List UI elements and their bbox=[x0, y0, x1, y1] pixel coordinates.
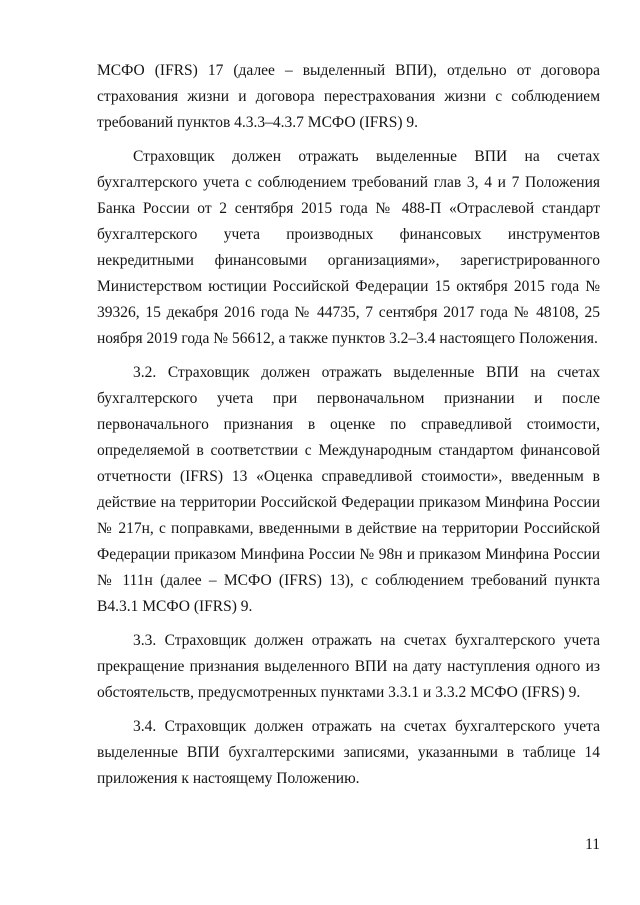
paragraph-continuation: МСФО (IFRS) 17 (далее – выделенный ВПИ), отдельно от договора страхования жизни и договора перестрахования жизни с соблюдением требований пунктов 4.3.3–4.3.7 МСФО (IFRS) 9. bbox=[97, 62, 600, 131]
paragraph-3-3: 3.3. Страховщик должен отражать на счетах бухгалтерского учета прекращение признания выделенного ВПИ на дату наступления одного из обстоятельств, предусмотренных пунктами 3.3.1 и 3.3.2 МСФО (IFRS) 9. bbox=[97, 632, 600, 701]
document-body bbox=[97, 58, 600, 800]
paragraph-3-4: 3.4. Страховщик должен отражать на счетах бухгалтерского учета выделенные ВПИ бухгалтерскими записями, указанными в таблице 14 приложения к настоящему Положению. bbox=[97, 718, 600, 787]
page-number: 11 bbox=[585, 836, 600, 853]
paragraph-3-2: 3.2. Страховщик должен отражать выделенные ВПИ на счетах бухгалтерского учета при первоначальном признании и после первоначального признания в оценке по справедливой стоимости, определяемой в соответствии с Международным стандартом финансовой отчетности (IFRS) 13 «Оценка справедливой стоимости», введенным в действие на территории Российской Федерации приказом Минфина России № 217н, с поправками, введенными в действие на территории Российской Федерации приказом Минфина России № 98н и приказом Минфина России № 111н (далее – МСФО (IFRS) 13), с соблюдением требований пункта B4.3.1 МСФО (IFRS) 9. bbox=[97, 364, 600, 615]
paragraph-insurer-obligations: Страховщик должен отражать выделенные ВПИ на счетах бухгалтерского учета с соблюдением требований глав 3, 4 и 7 Положения Банка России от 2 сентября 2015 года № 488-П «Отраслевой стандарт бухгалтерского учета производных финансовых инструментов некредитными финансовыми организациями», зарегистрированного Министерством юстиции Российской Федерации 15 октября 2015 года № 39326, 15 декабря 2016 года № 44735, 7 сентября 2017 года № 48108, 25 ноября 2019 года № 56612, а также пунктов 3.2–3.4 настоящего Положения. bbox=[97, 148, 600, 347]
